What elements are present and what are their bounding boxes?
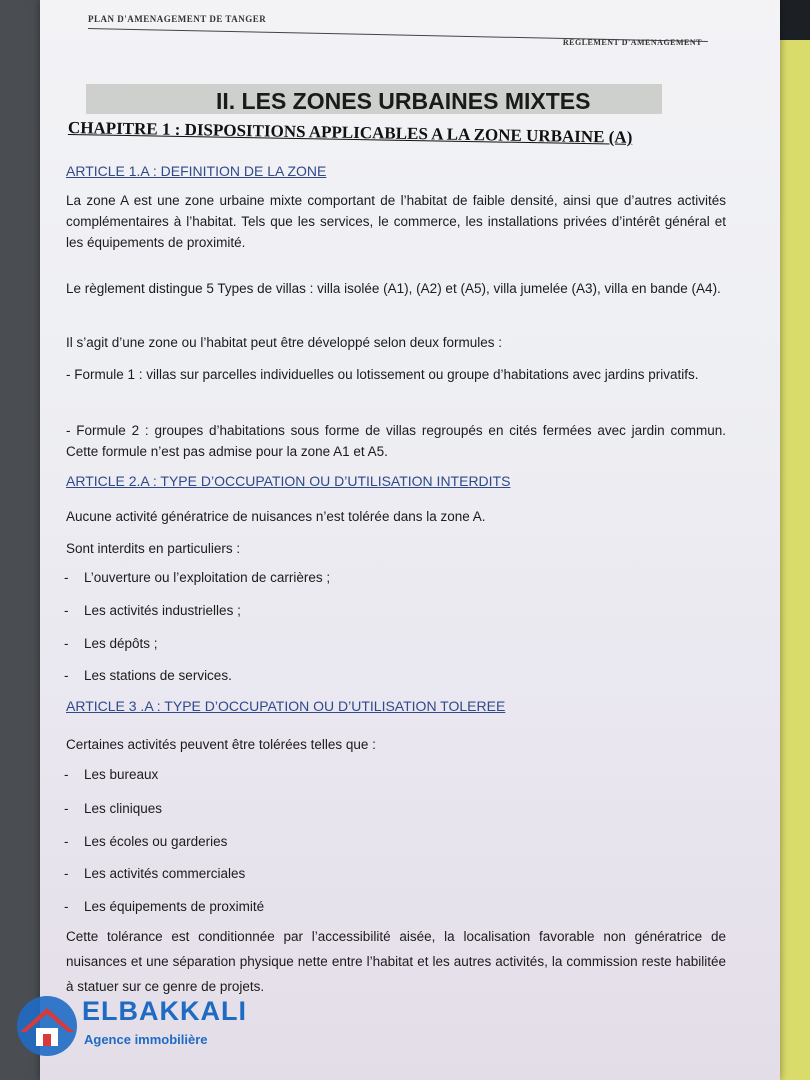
watermark-brand: ELBAKKALI: [82, 996, 247, 1026]
article-2-paragraph-1: Aucune activité génératrice de nuisances n’est tolérée dans la zone A.: [66, 509, 486, 524]
list-item: - Les activités industrielles ;: [64, 603, 241, 618]
article-1-paragraph-3: Il s’agit d’une zone ou l’habitat peut être développé selon deux formules :: [66, 335, 503, 350]
article-2-heading: ARTICLE 2.A : TYPE D’OCCUPATION OU D’UTILISATION INTERDITS: [66, 473, 511, 489]
list-item: - Les bureaux: [64, 767, 159, 782]
section-title: II. LES ZONES URBAINES MIXTES: [216, 88, 591, 114]
article-1-paragraph-2: Le règlement distingue 5 Types de villas : villa isolée (A1), (A2) et (A5), villa jumelée (A3), villa en bande (A4).: [66, 281, 721, 296]
list-item: - Les activités commerciales: [64, 866, 246, 881]
list-item: - Les cliniques: [64, 801, 163, 816]
article-3-heading: ARTICLE 3 .A : TYPE D’OCCUPATION OU D’UTILISATION TOLEREE: [66, 698, 506, 714]
article-1-paragraph-1: La zone A est une zone urbaine mixte comportant de l’habitat de faible densité, ainsi que d’autres activités complémentaires à l’habitat. Tels que les services, le commerce, les installations privées d’intérêt général et les équipements de proximité.: [66, 193, 726, 250]
list-item: - Les écoles ou garderies: [64, 834, 228, 849]
formula-1: - Formule 1 : villas sur parcelles individuelles ou lotissement ou groupe d’habitations avec jardins privatifs.: [66, 367, 699, 382]
article-2-paragraph-2: Sont interdits en particuliers :: [66, 541, 241, 556]
chapter-heading: CHAPITRE 1 : DISPOSITIONS APPLICABLES A LA ZONE URBAINE (A): [67, 118, 633, 147]
formula-2: - Formule 2 : groupes d’habitations sous forme de villas regroupés en cités fermées avec jardin commun. Cette formule n’est pas admise pour la zone A1 et A5.: [66, 423, 726, 459]
list-item: - Les stations de services.: [64, 668, 232, 683]
header-left: PLAN D'AMENAGEMENT DE TANGER: [88, 14, 267, 24]
article-3-paragraph-1: Certaines activités peuvent être tolérées telles que :: [66, 737, 376, 752]
list-item: - Les dépôts ;: [64, 636, 158, 651]
watermark-subtitle: Agence immobilière: [84, 1032, 208, 1047]
article-1-heading: ARTICLE 1.A : DEFINITION DE LA ZONE: [66, 163, 327, 179]
header-right: REGLEMENT D'AMENAGEMENT: [562, 38, 702, 47]
document-page: [40, 0, 780, 1080]
article-3-paragraph-2: Cette tolérance est conditionnée par l’accessibilité aisée, la localisation favorable non génératrice de nuisances et une séparation physique nette entre l’habitat et les autres activités, la commission reste habilitée à statuer sur ce genre de projets.: [66, 929, 726, 994]
list-item: - L’ouverture ou l’exploitation de carrières ;: [64, 570, 331, 585]
list-item: - Les équipements de proximité: [64, 899, 265, 914]
